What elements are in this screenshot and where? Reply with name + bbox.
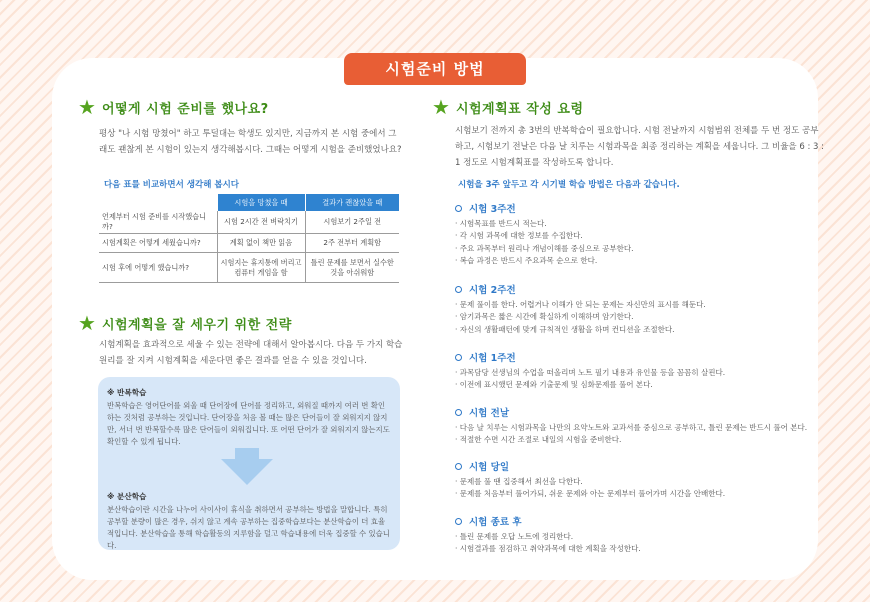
list-item: · 각 시험 과목에 대한 정보를 수집한다. xyxy=(455,230,825,242)
page-title: 시험준비 방법 xyxy=(344,53,526,85)
down-arrow-icon xyxy=(221,459,273,485)
repeat-learning xyxy=(107,387,391,448)
week-3-block xyxy=(455,201,825,267)
list-item: · 복습 과정은 반드시 주요과목 순으로 한다. xyxy=(455,255,825,267)
right-paragraph: 시험보기 전까지 총 3번의 반복학습이 필요합니다. 시험 전날까지 시험범위 전체를 두 번 정도 공부하고, 시험보기 전날은 다음 날 치루는 시험과목을 최종 정리하는 계획을 세웁니다. 그 비율을 6 : 3 : 1 정도로 시험계획표를 작성하도록 합니다. xyxy=(455,126,824,168)
section1-header xyxy=(78,97,269,117)
list-item: · 문제를 처음부터 풀어가되, 쉬운 문제와 아는 문제부터 풀어가며 시간을 안배한다. xyxy=(455,488,825,500)
comparison-table xyxy=(99,194,399,283)
repeat-learning-title: ※ 반복학습 xyxy=(107,388,147,397)
table-header-good: 결과가 괜찮았을 때 xyxy=(305,194,399,211)
week-title: 시험 전날 xyxy=(455,405,825,419)
week-2-block xyxy=(455,282,825,336)
star-icon: ★ xyxy=(78,95,96,119)
right-heading: 시험계획표 작성 요령 xyxy=(455,101,584,117)
section2-paragraph: 시험계획을 효과적으로 세울 수 있는 전략에 대해서 알아봅시다. 다음 두 가지 학습 원리를 잘 지켜 시험계획을 세운다면 좋은 결과를 얻을 수 있을 것입니다. xyxy=(99,340,403,366)
table-header-bad: 시험을 망쳤을 때 xyxy=(217,194,305,211)
list-item: · 적절한 수면 시간 조절로 내일의 시험을 준비한다. xyxy=(455,434,825,446)
list-item: · 암기과목은 짧은 시간에 확실하게 이해하며 암기한다. xyxy=(455,311,825,323)
week-1-block xyxy=(455,350,825,392)
list-item: · 주요 과목부터 원리나 개념이해를 중심으로 공부한다. xyxy=(455,243,825,255)
table-header-empty xyxy=(99,194,217,211)
week-title: 시험 3주전 xyxy=(455,201,825,215)
table-cell: 계획 없이 책만 읽음 xyxy=(217,234,305,253)
circle-bullet-icon xyxy=(455,518,462,525)
list-item: · 틀린 문제를 오답 노트에 정리한다. xyxy=(455,531,825,543)
circle-bullet-icon xyxy=(455,463,462,470)
section2-heading: 시험계획을 잘 세우기 위한 전략 xyxy=(101,317,292,333)
distributed-learning-text: 분산학습이란 시간을 나누어 사이사이 휴식을 취하면서 공부하는 방법을 말합니다. 특히 공부할 분량이 많은 경우, 쉬지 않고 계속 공부하는 집중학습보다는 분산학습이 더 효율적입니다. 분산학습을 통해 학습활동의 지루함을 덜고 학습내용에 더욱 집중할 수 있습니다. xyxy=(107,505,390,550)
table-cell: 시험 후에 어떻게 했습니까? xyxy=(99,253,217,283)
week-title: 시험 2주전 xyxy=(455,282,825,296)
after-exam-block xyxy=(455,514,825,556)
table-cell: 시험보기 2주일 전 xyxy=(305,211,399,234)
section1-paragraph: 평상 "나 시험 망쳤어" 하고 투덜대는 학생도 있지만, 지금까지 본 시험 중에서 그래도 괜찮게 본 시험이 있는지 생각해봅시다. 그때는 어떻게 시험을 준비했었나요? xyxy=(99,129,402,155)
right-header xyxy=(432,97,584,117)
table-cell: 시험계획은 어떻게 세웠습니까? xyxy=(99,234,217,253)
star-icon: ★ xyxy=(432,95,450,119)
distributed-learning xyxy=(107,491,391,552)
circle-bullet-icon xyxy=(455,286,462,293)
circle-bullet-icon xyxy=(455,354,462,361)
list-item: · 다음 날 치루는 시험과목을 나만의 요약노트와 교과서를 중심으로 공부하고, 틀린 문제는 반드시 풀어 본다. xyxy=(455,422,825,434)
distributed-learning-title: ※ 분산학습 xyxy=(107,492,147,501)
list-item: · 시험결과를 점검하고 취약과목에 대한 계획을 작성한다. xyxy=(455,543,825,555)
table-row xyxy=(99,234,399,253)
table-cell: 2주 전부터 계획함 xyxy=(305,234,399,253)
week-title: 시험 당일 xyxy=(455,459,825,473)
repeat-learning-text: 반복학습은 영어단어를 외울 때 단어장에 단어를 정리하고, 외워질 때까지 여러 번 확인하는 것처럼 공부하는 것입니다. 단어장을 처음 볼 때는 많은 단어들이 잘 외워지지 않지만, 서너 번 반복할수록 많은 단어들이 외워집니다. 또 어떤 단어가 잘 외워지지 않는지도 확인할 수 있게 됩니다. xyxy=(107,401,390,446)
table-row xyxy=(99,253,399,283)
table-cell: 틀린 문제를 보면서 실수한 것을 아쉬워함 xyxy=(305,253,399,283)
compare-label: 다음 표를 비교하면서 생각해 봅시다 xyxy=(104,180,240,190)
exam-day-block xyxy=(455,459,825,501)
star-icon: ★ xyxy=(78,311,96,335)
circle-bullet-icon xyxy=(455,205,462,212)
right-subheading: 시험을 3주 앞두고 각 시기별 학습 방법은 다음과 같습니다. xyxy=(458,180,680,190)
list-item: · 이전에 표시했던 문제와 기출문제 및 심화문제를 풀어 본다. xyxy=(455,379,825,391)
week-title: 시험 1주전 xyxy=(455,350,825,364)
circle-bullet-icon xyxy=(455,409,462,416)
list-item: · 문제 풀이를 한다. 어렵거나 이해가 안 되는 문제는 자신만의 표시를 해둔다. xyxy=(455,299,825,311)
list-item: · 과목담당 선생님의 수업을 떠올리며 노트 필기 내용과 유인물 등을 꼼꼼히 살핀다. xyxy=(455,367,825,379)
day-before-block xyxy=(455,405,825,447)
list-item: · 문제를 풀 땐 집중해서 최선을 다한다. xyxy=(455,476,825,488)
table-cell: 시험 2시간 전 벼락치기 xyxy=(217,211,305,234)
list-item: · 자신의 생활패턴에 맞게 규칙적인 생활을 하며 컨디션을 조절한다. xyxy=(455,324,825,336)
list-item: · 시험목표를 반드시 적는다. xyxy=(455,218,825,230)
section1-heading: 어떻게 시험 준비를 했나요? xyxy=(101,101,269,117)
table-cell: 시험지는 휴지통에 버리고 컴퓨터 게임을 함 xyxy=(217,253,305,283)
section2-header xyxy=(78,313,292,333)
week-title: 시험 종료 후 xyxy=(455,514,825,528)
table-cell: 언제부터 시험 준비를 시작했습니까? xyxy=(99,211,217,234)
table-row xyxy=(99,211,399,234)
